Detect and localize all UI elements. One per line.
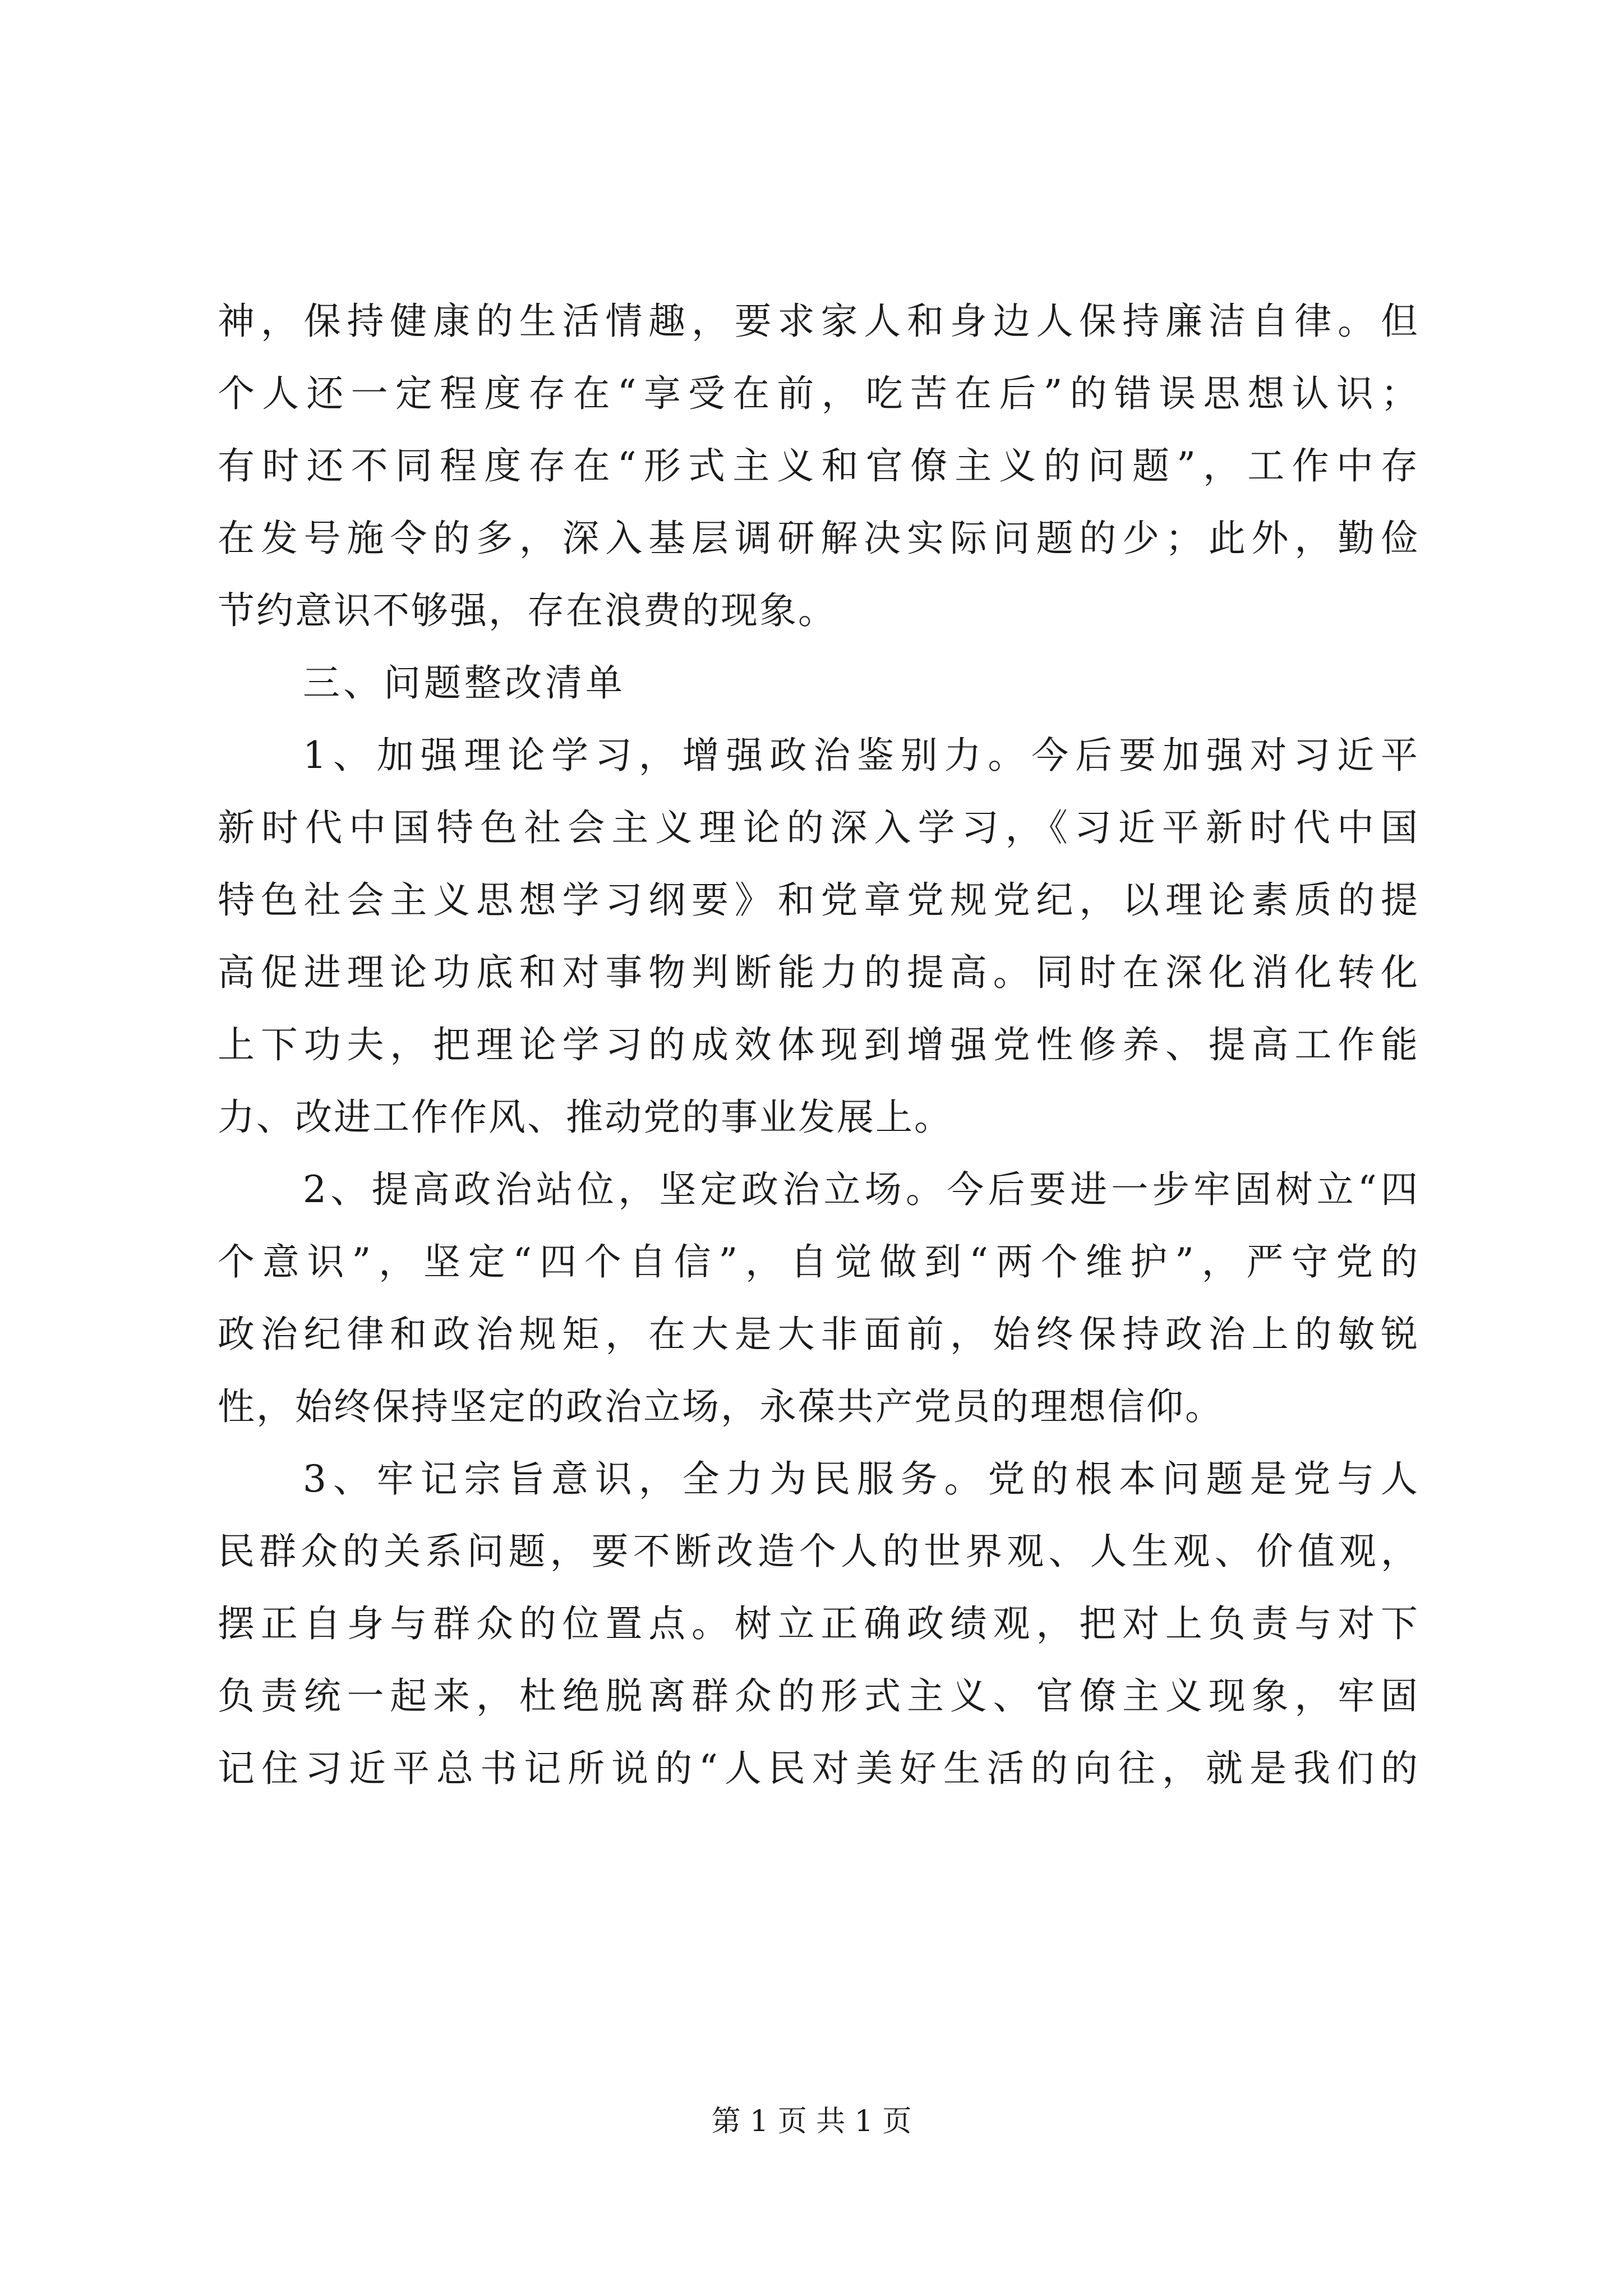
text-line: 神，保持健康的生活情趣，要求家人和身边人保持廉洁自律。但 [218, 300, 1418, 343]
text-line: 民群众的关系问题，要不断改造个人的世界观、人生观、价值观， [218, 1530, 1418, 1573]
paragraph-first-line: 2、提高政治站位，坚定政治立场。今后要进一步牢固树立“四 [303, 1168, 1418, 1211]
text-line: 个人还一定程度存在“享受在前，吃苦在后”的错误思想认识； [218, 372, 1418, 415]
section-heading: 三、问题整改清单 [303, 661, 626, 705]
paragraph-first-line: 1、加强理论学习，增强政治鉴别力。今后要加强对习近平 [303, 734, 1418, 777]
text-line: 力、改进工作作风、推动党的事业发展上。 [218, 1096, 953, 1139]
text-line: 负责统一起来，杜绝脱离群众的形式主义、官僚主义现象，牢固 [218, 1674, 1418, 1718]
text-line: 摆正自身与群众的位置点。树立正确政绩观，把对上负责与对下 [218, 1602, 1418, 1645]
text-line: 政治纪律和政治规矩，在大是大非面前，始终保持政治上的敏锐 [218, 1313, 1418, 1356]
text-line: 高促进理论功底和对事物判断能力的提高。同时在深化消化转化 [218, 951, 1418, 994]
document-body [218, 285, 1418, 1805]
paragraph-first-line: 3、牢记宗旨意识，全力为民服务。党的根本问题是党与人 [303, 1457, 1418, 1501]
text-line: 有时还不同程度存在“形式主义和官僚主义的问题”，工作中存 [218, 444, 1418, 487]
text-line: 新时代中国特色社会主义理论的深入学习，《习近平新时代中国 [218, 806, 1418, 849]
text-line: 节约意识不够强，存在浪费的现象。 [218, 589, 837, 632]
text-line: 在发号施令的多，深入基层调研解决实际问题的少；此外，勤俭 [218, 517, 1418, 560]
text-line: 个意识”，坚定“四个自信”，自觉做到“两个维护”，严守党的 [218, 1240, 1418, 1283]
text-line: 上下功夫，把理论学习的成效体现到增强党性修养、提高工作能 [218, 1023, 1418, 1066]
page-footer: 第 1 页 共 1 页 [711, 2105, 912, 2138]
text-line: 性，始终保持坚定的政治立场，永葆共产党员的理想信仰。 [218, 1385, 1224, 1428]
text-line: 记住习近平总书记所说的“人民对美好生活的向往，就是我们的 [218, 1747, 1418, 1790]
text-line: 特色社会主义思想学习纲要》和党章党规党纪，以理论素质的提 [218, 878, 1418, 922]
